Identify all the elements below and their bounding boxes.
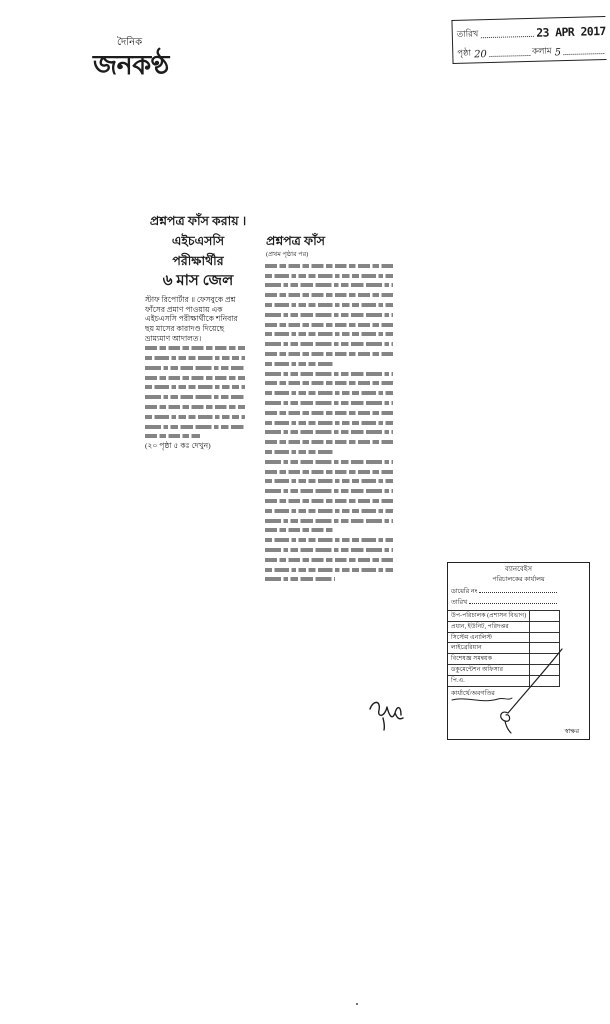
illegible-text-line (265, 330, 393, 340)
illegible-text-line (265, 437, 393, 447)
masthead-prefix: দৈনিক (117, 37, 143, 48)
continuation-headline: প্রশ্নপত্র ফাঁস (266, 234, 326, 248)
illegible-text-block (145, 343, 245, 441)
routing-row-label: প্রধান, ইউনিট, পরিদপ্তর (451, 622, 509, 630)
illegible-text-line (265, 496, 393, 506)
diary-label: ডায়েরি নং (451, 588, 478, 595)
illegible-text-line (265, 359, 335, 369)
date-stamp (451, 16, 606, 64)
date-stamp-date-row (457, 19, 606, 42)
lead-text-line: ভ্রাম্যমাণ আদালত। (145, 333, 202, 343)
illegible-text-line (265, 428, 393, 438)
headline-line: ৬ মাস জেল (162, 273, 234, 289)
article-lead-column (145, 295, 245, 451)
illegible-text-line (145, 422, 245, 432)
illegible-text-line (145, 353, 245, 363)
date-stamp-page-value: 20 (473, 49, 488, 61)
lead-text-line: ছয় মাসের কারাদণ্ড দিয়েছে (145, 324, 225, 334)
illegible-text-line (265, 388, 393, 398)
routing-loop-stroke (501, 712, 511, 733)
illegible-text-line (265, 300, 393, 310)
illegible-text-line (265, 320, 393, 330)
handwritten-routing-marks (448, 563, 591, 741)
illegible-text-line (265, 310, 393, 320)
routing-signature-label: স্বাক্ষর (564, 728, 579, 735)
illegible-text-line (265, 379, 393, 389)
headline-line: পরীক্ষার্থীর (172, 254, 224, 268)
illegible-text-line (265, 447, 335, 457)
dotted-fill (489, 55, 530, 57)
illegible-text-line (265, 349, 393, 359)
routing-stamp (447, 562, 590, 740)
illegible-text-line (265, 290, 393, 300)
lead-text-line: এইচএসসি পরীক্ষার্থীকে শনিবার (145, 314, 238, 324)
routing-slash-stroke (508, 649, 562, 713)
routing-action-label: কার্যার্থে/অবগতির (451, 690, 495, 697)
headline-line: এইচএসসি (171, 234, 225, 248)
routing-row-label: লাইব্রেরিয়ান (451, 644, 482, 652)
illegible-text-line (265, 418, 393, 428)
illegible-text-line (265, 565, 393, 575)
date-stamp-page-label: পৃষ্ঠা (457, 47, 472, 58)
illegible-text-line (265, 369, 393, 379)
continuation-column (265, 261, 393, 584)
illegible-text-line (265, 408, 393, 418)
illegible-text-line (265, 545, 393, 555)
date-stamp-date-value: 23 APR 2017 (536, 23, 606, 40)
illegible-text-line (265, 339, 393, 349)
scan-speck (356, 1003, 358, 1005)
illegible-text-line (265, 281, 393, 291)
illegible-text-line (145, 343, 245, 353)
illegible-text-line (265, 526, 335, 536)
illegible-text-line (265, 261, 393, 271)
illegible-text-line (265, 575, 335, 585)
lead-text-line: স্টাফ রিপোর্টার ॥ ফেসবুকে প্রশ্ন (145, 295, 236, 304)
illegible-text-line (145, 412, 245, 422)
illegible-text-line (265, 516, 393, 526)
illegible-text-line (265, 467, 393, 477)
routing-stamp-org: ব্যানবেইস (504, 565, 533, 573)
routing-underline-stroke (452, 698, 512, 701)
illegible-text-line (145, 373, 245, 383)
illegible-text-line (265, 271, 393, 281)
lead-lines (145, 295, 245, 343)
continuation-subhead: (প্রথম পৃষ্ঠার পর) (266, 251, 309, 258)
dotted-fill (480, 36, 534, 38)
illegible-text-line (265, 506, 393, 516)
routing-stamp-office: পরিচালকের কার্যালয় (492, 576, 545, 583)
illegible-text-line (265, 477, 393, 487)
headline-line: প্রশ্নপত্র ফাঁস করায় । (149, 214, 247, 228)
routing-row-label: বিশেষজ্ঞ সমন্বয়ক (451, 655, 493, 663)
initial-stroke (370, 702, 403, 730)
lead-text-line: ফাঁসের প্রমাণ পাওয়ায় এক (145, 304, 223, 314)
date-stamp-date-label: তারিখ (456, 28, 479, 39)
illegible-text-line (265, 486, 393, 496)
illegible-text-line (145, 432, 200, 442)
illegible-text-block (265, 261, 393, 584)
routing-row-label: উপ-পরিচালক (প্রশাসন বিভাগ) (451, 612, 527, 619)
routing-row-label: ডকুমেন্টেশন অফিসার (451, 665, 503, 673)
illegible-text-line (145, 383, 245, 393)
routing-row-label: সিস্টেম এনালিস্ট (451, 633, 493, 641)
jump-line: (২০ পৃষ্ঠা ৫ কঃ দেখুন) (145, 441, 211, 451)
routing-row-label: পি.এ. (451, 676, 465, 684)
illegible-text-line (265, 535, 393, 545)
handwritten-initial (364, 694, 408, 734)
dotted-fill (563, 53, 604, 55)
illegible-text-line (145, 363, 245, 373)
illegible-text-line (145, 402, 245, 412)
routing-date-label: তারিখ (451, 599, 468, 606)
masthead-logo: জনকণ্ঠ (93, 50, 169, 80)
illegible-text-line (265, 398, 393, 408)
date-stamp-column-label: কলাম (531, 45, 552, 56)
illegible-text-line (265, 555, 393, 565)
date-stamp-column-value: 5 (554, 47, 562, 59)
illegible-text-line (265, 457, 393, 467)
date-stamp-page-row (457, 38, 606, 61)
article-headline (146, 211, 250, 291)
illegible-text-line (145, 392, 245, 402)
